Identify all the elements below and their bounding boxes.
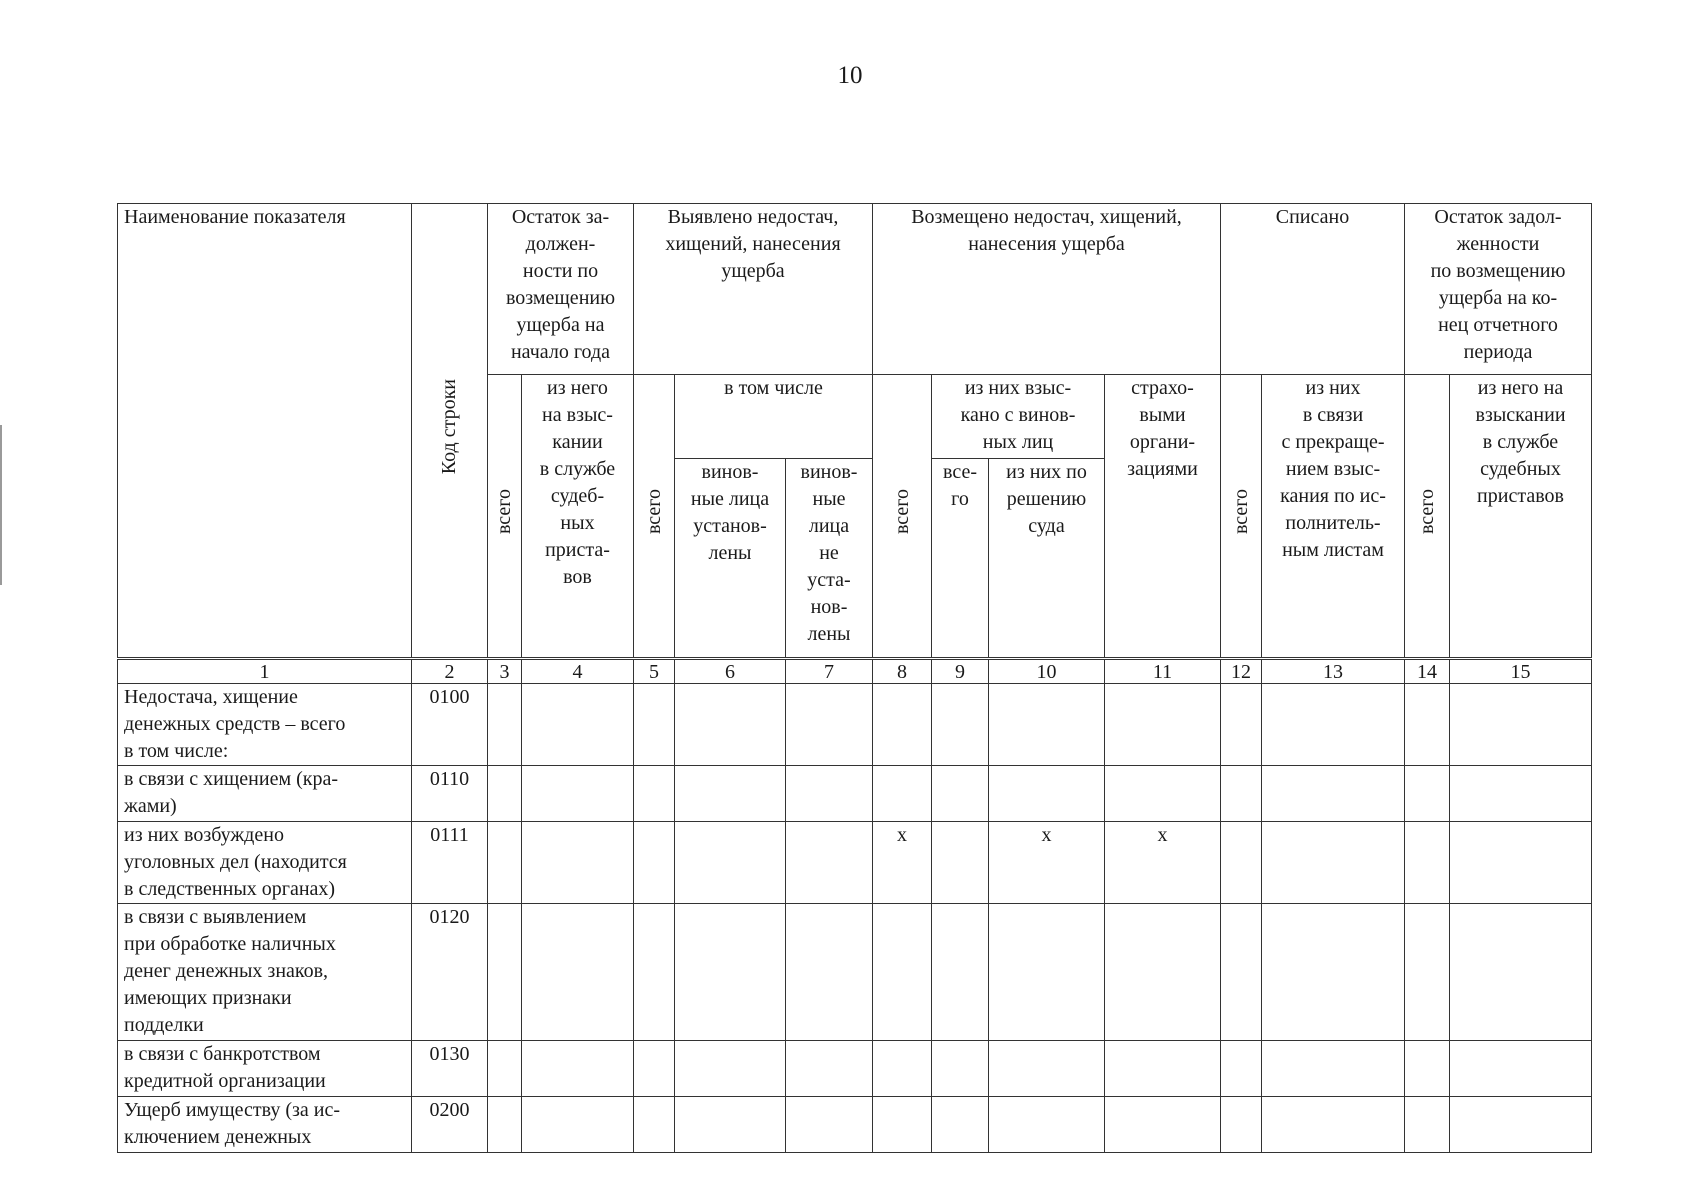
column-number: 15: [1450, 659, 1592, 684]
cell: [522, 1041, 634, 1097]
column-number: 8: [873, 659, 932, 684]
x-mark: x: [1157, 824, 1168, 846]
cell: [1221, 1041, 1262, 1097]
cell: [488, 684, 522, 766]
cell: [873, 684, 932, 766]
cell: [488, 1041, 522, 1097]
cell: [522, 1097, 634, 1153]
cell: [634, 1097, 675, 1153]
header-name: Наименование показателя: [118, 204, 412, 659]
cell: [1262, 766, 1405, 822]
cell: [1405, 822, 1450, 904]
header-all: все- го: [932, 459, 989, 659]
cell: [932, 1097, 989, 1153]
header-total-5: всего: [634, 375, 675, 659]
cell: [522, 684, 634, 766]
row-name: в связи с хищением (кра- жами): [118, 766, 412, 822]
column-number: 13: [1262, 659, 1405, 684]
cell: [989, 1041, 1105, 1097]
cell: [1105, 1097, 1221, 1153]
cell: [675, 766, 786, 822]
cell: [786, 822, 873, 904]
cell: [1262, 822, 1405, 904]
table-row: [118, 1041, 1592, 1097]
cell: [786, 1097, 873, 1153]
cell: [488, 904, 522, 1041]
cell: [932, 1041, 989, 1097]
cell: [932, 684, 989, 766]
x-mark-cell: [989, 822, 1105, 904]
cell: [873, 1041, 932, 1097]
cell: [1221, 1097, 1262, 1153]
cell: [1105, 1041, 1221, 1097]
cell: [932, 822, 989, 904]
table-row: [118, 904, 1592, 1041]
cell: [675, 684, 786, 766]
header-code: Код строки: [412, 204, 488, 659]
cell: [634, 904, 675, 1041]
header-culprits-established: винов- ные лица установ- лены: [675, 459, 786, 659]
cell: [989, 684, 1105, 766]
cell: [1105, 904, 1221, 1041]
column-number: 12: [1221, 659, 1262, 684]
cell: [522, 822, 634, 904]
cell: [522, 766, 634, 822]
row-name: Ущерб имуществу (за ис- ключением денежных: [118, 1097, 412, 1153]
header-total-14: всего: [1405, 375, 1450, 659]
column-number: 11: [1105, 659, 1221, 684]
header-total-8: всего: [873, 375, 932, 659]
row-code: 0111: [412, 822, 488, 904]
cell: [873, 1097, 932, 1153]
cell: [634, 766, 675, 822]
column-number: 7: [786, 659, 873, 684]
table-row: [118, 1097, 1592, 1153]
cell: [1105, 684, 1221, 766]
cell: [1262, 1041, 1405, 1097]
report-table: [117, 203, 1592, 1153]
header-total-12: всего: [1221, 375, 1262, 659]
cell: [1450, 1041, 1592, 1097]
cell: [675, 822, 786, 904]
header-balance-start: Остаток за- должен- ности по возмещению ущерба на начало года: [488, 204, 634, 375]
column-number: 10: [989, 659, 1105, 684]
row-name: Недостача, хищение денежных средств – всего в том числе:: [118, 684, 412, 766]
table-row: [118, 822, 1592, 904]
column-numbers-row: [118, 659, 1592, 684]
cell: [1450, 822, 1592, 904]
header-termination: из них в связи с прекраще- нием взыс- кания по ис- полнитель- ным листам: [1262, 375, 1405, 659]
cell: [675, 1097, 786, 1153]
cell: [1221, 766, 1262, 822]
cell: [932, 904, 989, 1041]
cell: [1221, 822, 1262, 904]
cell: [675, 904, 786, 1041]
cell: [1405, 1041, 1450, 1097]
cell: [989, 904, 1105, 1041]
cell: [675, 1041, 786, 1097]
column-number: 3: [488, 659, 522, 684]
cell: [989, 766, 1105, 822]
cell: [932, 766, 989, 822]
column-number: 2: [412, 659, 488, 684]
header-end-on-collection: из него на взыскании в службе судебных приставов: [1450, 375, 1592, 659]
cell: [989, 1097, 1105, 1153]
cell: [873, 766, 932, 822]
cell: [488, 1097, 522, 1153]
column-number: 6: [675, 659, 786, 684]
cell: [1262, 684, 1405, 766]
cell: [634, 1041, 675, 1097]
header-culprits-not-established: винов- ные лица не уста- нов- лены: [786, 459, 873, 659]
column-number: 5: [634, 659, 675, 684]
row-code: 0130: [412, 1041, 488, 1097]
row-code: 0110: [412, 766, 488, 822]
table-row: [118, 684, 1592, 766]
cell: [1405, 904, 1450, 1041]
x-mark: x: [897, 824, 907, 846]
header-written-off: Списано: [1221, 204, 1405, 375]
scan-edge-mark: [0, 425, 2, 585]
x-mark-cell: [873, 822, 932, 904]
cell: [1221, 684, 1262, 766]
row-name: в связи с выявлением при обработке наличных денег денежных знаков, имеющих признаки подделки: [118, 904, 412, 1041]
cell: [1105, 766, 1221, 822]
header-insurance: страхо- выми органи- зациями: [1105, 375, 1221, 659]
cell: [1450, 766, 1592, 822]
header-including: в том числе: [675, 375, 873, 459]
header-on-collection-bailiff: из него на взыс- кании в службе судеб- ных приста- вов: [522, 375, 634, 659]
column-number: 14: [1405, 659, 1450, 684]
cell: [1405, 766, 1450, 822]
header-detected: Выявлено недостач, хищений, нанесения ущерба: [634, 204, 873, 375]
cell: [1262, 1097, 1405, 1153]
header-by-court: из них по решению суда: [989, 459, 1105, 659]
row-name: в связи с банкротством кредитной организации: [118, 1041, 412, 1097]
cell: [1450, 904, 1592, 1041]
cell: [1262, 904, 1405, 1041]
cell: [786, 766, 873, 822]
cell: [873, 904, 932, 1041]
header-total-3: всего: [488, 375, 522, 659]
x-mark-cell: [1105, 822, 1221, 904]
cell: [1450, 684, 1592, 766]
table-row: [118, 766, 1592, 822]
column-number: 4: [522, 659, 634, 684]
cell: [1405, 684, 1450, 766]
cell: [786, 684, 873, 766]
cell: [1450, 1097, 1592, 1153]
header-compensated: Возмещено недостач, хищений, нанесения ущерба: [873, 204, 1221, 375]
page-number: 10: [837, 62, 863, 89]
column-number: 9: [932, 659, 989, 684]
cell: [634, 822, 675, 904]
row-code: 0120: [412, 904, 488, 1041]
cell: [488, 766, 522, 822]
column-number: 1: [118, 659, 412, 684]
cell: [634, 684, 675, 766]
cell: [786, 1041, 873, 1097]
header-recovered-from-culprits: из них взыс- кано с винов- ных лиц: [932, 375, 1105, 459]
row-code: 0100: [412, 684, 488, 766]
x-mark: x: [1041, 824, 1052, 846]
cell: [1405, 1097, 1450, 1153]
header-balance-end: Остаток задол- женности по возмещению ущерба на ко- нец отчетного периода: [1405, 204, 1592, 375]
row-name: из них возбуждено уголовных дел (находится в следственных органах): [118, 822, 412, 904]
row-code: 0200: [412, 1097, 488, 1153]
cell: [522, 904, 634, 1041]
cell: [488, 822, 522, 904]
cell: [786, 904, 873, 1041]
cell: [1221, 904, 1262, 1041]
